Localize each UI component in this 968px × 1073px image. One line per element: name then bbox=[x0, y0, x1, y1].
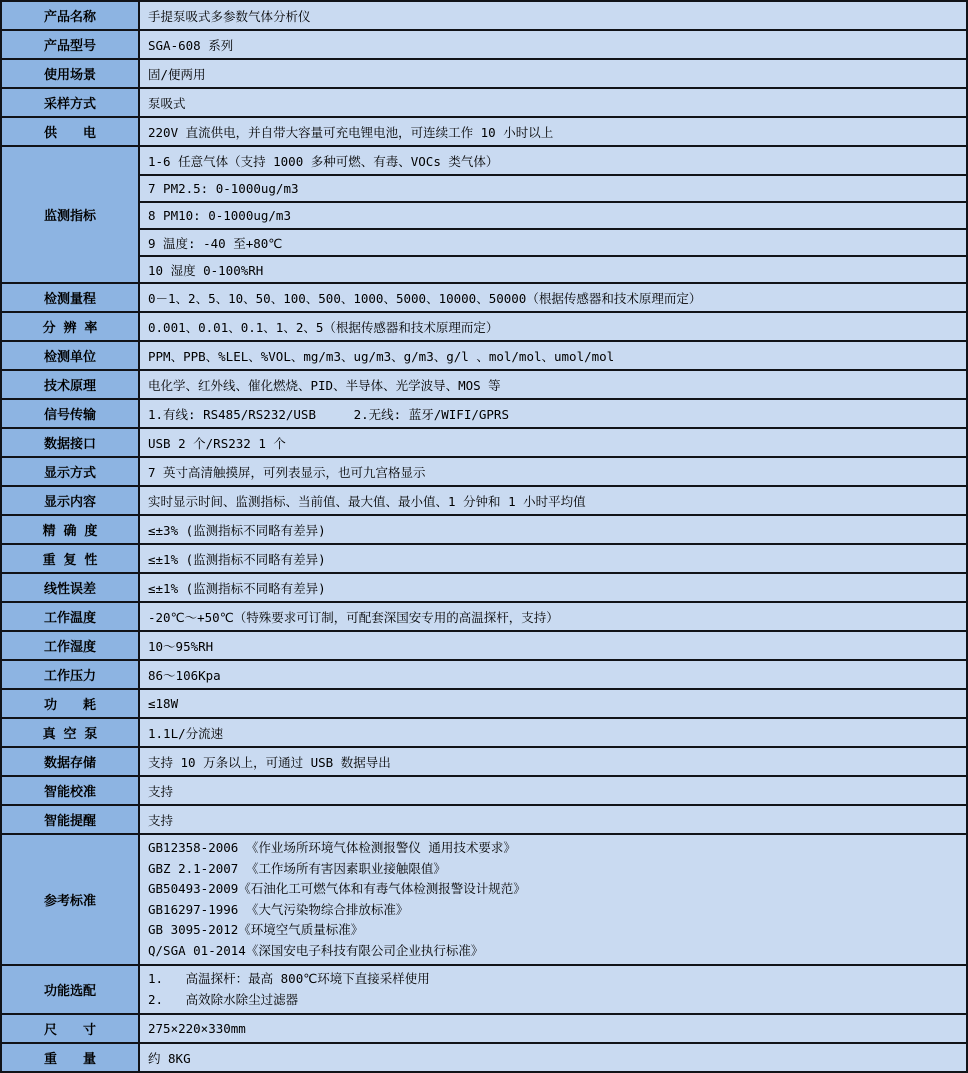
spec-value: 手提泵吸式多参数气体分析仪 bbox=[148, 8, 311, 24]
spec-value: SGA-608 系列 bbox=[148, 37, 234, 53]
spec-value: 0.001、0.01、0.1、1、2、5（根据传感器和技术原理而定） bbox=[148, 319, 499, 335]
spec-value: 约 8KG bbox=[148, 1050, 191, 1066]
spec-multiline-cell bbox=[140, 835, 966, 964]
spec-label: 数据存储 bbox=[2, 748, 140, 775]
spec-value: -20℃～+50℃（特殊要求可订制，可配套深国安专用的高温探杆，支持） bbox=[148, 609, 559, 625]
spec-row bbox=[2, 311, 966, 340]
spec-label: 功 耗 bbox=[2, 690, 140, 717]
spec-row bbox=[2, 1042, 966, 1071]
spec-label: 智能校准 bbox=[2, 777, 140, 804]
spec-value-area bbox=[140, 719, 966, 746]
spec-label: 功能选配 bbox=[2, 966, 140, 1013]
spec-label: 工作湿度 bbox=[2, 632, 140, 659]
spec-value-area bbox=[140, 748, 966, 775]
spec-value: ≤±3% (监测指标不同略有差异) bbox=[148, 522, 326, 538]
spec-value-area bbox=[140, 458, 966, 485]
spec-value-area bbox=[140, 89, 966, 116]
spec-value: 电化学、红外线、催化燃烧、PID、半导体、光学波导、MOS 等 bbox=[148, 377, 501, 393]
spec-value-area bbox=[140, 429, 966, 456]
spec-row bbox=[2, 543, 966, 572]
spec-label: 产品名称 bbox=[2, 2, 140, 29]
spec-row bbox=[2, 601, 966, 630]
spec-value-area bbox=[140, 284, 966, 311]
spec-label: 工作温度 bbox=[2, 603, 140, 630]
spec-value-area bbox=[140, 1015, 966, 1042]
spec-row bbox=[2, 427, 966, 456]
spec-value: 1.有线: RS485/RS232/USB 2.无线: 蓝牙/WIFI/GPRS bbox=[148, 406, 509, 422]
spec-value: USB 2 个/RS232 1 个 bbox=[148, 435, 286, 451]
spec-value: 支持 bbox=[148, 783, 174, 799]
spec-value-area bbox=[140, 516, 966, 543]
spec-label: 重 复 性 bbox=[2, 545, 140, 572]
spec-value: ≤±1% (监测指标不同略有差异) bbox=[148, 551, 326, 567]
spec-row bbox=[2, 717, 966, 746]
spec-row bbox=[2, 58, 966, 87]
spec-value: 固/便两用 bbox=[148, 66, 206, 82]
spec-sub-row: 10 湿度 0-100%RH bbox=[140, 255, 966, 282]
spec-value-area bbox=[140, 835, 966, 964]
spec-value-area bbox=[140, 60, 966, 87]
spec-value-line: GB16297-1996 《大气污染物综合排放标准》 bbox=[148, 901, 409, 917]
spec-value-area bbox=[140, 371, 966, 398]
spec-row bbox=[2, 1013, 966, 1042]
spec-value: ≤18W bbox=[148, 696, 179, 711]
spec-value-area bbox=[140, 966, 966, 1013]
spec-value: 0－1、2、5、10、50、100、500、1000、5000、10000、50000（根据传感器和技术原理而定） bbox=[148, 290, 702, 306]
spec-label: 参考标准 bbox=[2, 835, 140, 964]
spec-value: 支持 bbox=[148, 812, 174, 828]
spec-sub-row: 9 温度: -40 至+80℃ bbox=[140, 228, 966, 255]
spec-row bbox=[2, 572, 966, 601]
spec-row bbox=[2, 116, 966, 145]
spec-sub-row: 7 PM2.5: 0-1000ug/m3 bbox=[140, 174, 966, 201]
spec-value-line: GBZ 2.1-2007 《工作场所有害因素职业接触限值》 bbox=[148, 860, 446, 876]
spec-label: 检测量程 bbox=[2, 284, 140, 311]
spec-value-line: GB 3095-2012《环境空气质量标准》 bbox=[148, 922, 364, 937]
spec-value: 86～106Kpa bbox=[148, 667, 221, 683]
spec-value-line: 1. 高温探杆：最高 800℃环境下直接采样使用 bbox=[148, 971, 430, 986]
spec-value: 1.1L/分流速 bbox=[148, 725, 224, 741]
spec-row bbox=[2, 775, 966, 804]
spec-value-area bbox=[140, 487, 966, 514]
spec-row bbox=[2, 804, 966, 833]
spec-value-area bbox=[140, 806, 966, 833]
spec-value: 7 英寸高清触摸屏，可列表显示，也可九宫格显示 bbox=[148, 464, 426, 480]
spec-value-area bbox=[140, 632, 966, 659]
spec-value: PPM、PPB、%LEL、%VOL、mg/m3、ug/m3、g/m3、g/l 、mol/mol、umol/mol bbox=[148, 348, 615, 364]
spec-label: 技术原理 bbox=[2, 371, 140, 398]
spec-label: 线性误差 bbox=[2, 574, 140, 601]
spec-value-line: GB12358-2006 《作业场所环境气体检测报警仪 通用技术要求》 bbox=[148, 840, 516, 855]
spec-row bbox=[2, 369, 966, 398]
spec-value: ≤±1% (监测指标不同略有差异) bbox=[148, 580, 326, 596]
spec-value-area bbox=[140, 118, 966, 145]
spec-value-line: Q/SGA 01-2014《深国安电子科技有限公司企业执行标准》 bbox=[148, 942, 484, 958]
spec-label: 监测指标 bbox=[2, 147, 140, 282]
spec-sub-row: 1-6 任意气体（支持 1000 多种可燃、有毒、VOCs 类气体） bbox=[148, 153, 499, 169]
spec-row bbox=[2, 87, 966, 116]
spec-row bbox=[2, 688, 966, 717]
spec-label: 重 量 bbox=[2, 1044, 140, 1071]
spec-label: 尺 寸 bbox=[2, 1015, 140, 1042]
spec-value-area bbox=[140, 2, 966, 29]
spec-sub-row: 8 PM10: 0-1000ug/m3 bbox=[140, 201, 966, 228]
spec-value: 275×220×330mm bbox=[148, 1021, 246, 1036]
spec-multiline-cell bbox=[140, 966, 966, 1013]
spec-label: 数据接口 bbox=[2, 429, 140, 456]
spec-value-area bbox=[140, 661, 966, 688]
spec-row bbox=[2, 514, 966, 543]
spec-row bbox=[2, 145, 966, 282]
spec-value-area bbox=[140, 777, 966, 804]
spec-value-area bbox=[140, 574, 966, 601]
spec-value: 泵吸式 bbox=[148, 95, 186, 111]
spec-row bbox=[2, 456, 966, 485]
spec-row bbox=[2, 964, 966, 1013]
spec-label: 工作压力 bbox=[2, 661, 140, 688]
spec-row bbox=[2, 746, 966, 775]
spec-value: 10～95%RH bbox=[148, 638, 214, 654]
spec-value-line: GB50493-2009《石油化工可燃气体和有毒气体检测报警设计规范》 bbox=[148, 881, 526, 896]
spec-value-area bbox=[140, 400, 966, 427]
spec-label: 智能提醒 bbox=[2, 806, 140, 833]
spec-row bbox=[2, 485, 966, 514]
spec-label: 采样方式 bbox=[2, 89, 140, 116]
spec-label: 供 电 bbox=[2, 118, 140, 145]
spec-value-line: 2. 高效除水除尘过滤器 bbox=[148, 991, 299, 1007]
spec-value-area bbox=[140, 545, 966, 572]
spec-label: 真 空 泵 bbox=[2, 719, 140, 746]
spec-row bbox=[2, 282, 966, 311]
spec-row bbox=[2, 340, 966, 369]
spec-label: 使用场景 bbox=[2, 60, 140, 87]
spec-value-area bbox=[140, 313, 966, 340]
spec-label: 精 确 度 bbox=[2, 516, 140, 543]
spec-value: 支持 10 万条以上，可通过 USB 数据导出 bbox=[148, 754, 391, 770]
spec-label: 显示内容 bbox=[2, 487, 140, 514]
spec-label: 显示方式 bbox=[2, 458, 140, 485]
spec-row bbox=[2, 29, 966, 58]
spec-row bbox=[2, 630, 966, 659]
spec-value: 实时显示时间、监测指标、当前值、最大值、最小值、1 分钟和 1 小时平均值 bbox=[148, 493, 586, 509]
spec-value-area bbox=[140, 31, 966, 58]
spec-row bbox=[2, 659, 966, 688]
spec-row bbox=[2, 833, 966, 964]
spec-label: 信号传输 bbox=[2, 400, 140, 427]
spec-label: 分 辨 率 bbox=[2, 313, 140, 340]
spec-value-area bbox=[140, 1044, 966, 1071]
spec-value-area bbox=[140, 690, 966, 717]
spec-row bbox=[2, 398, 966, 427]
spec-label: 检测单位 bbox=[2, 342, 140, 369]
spec-label: 产品型号 bbox=[2, 31, 140, 58]
spec-value: 220V 直流供电，并自带大容量可充电锂电池，可连续工作 10 小时以上 bbox=[148, 124, 554, 140]
spec-value-area bbox=[140, 603, 966, 630]
spec-value-area bbox=[140, 342, 966, 369]
spec-row bbox=[2, 2, 966, 29]
spec-value-area bbox=[140, 147, 966, 282]
